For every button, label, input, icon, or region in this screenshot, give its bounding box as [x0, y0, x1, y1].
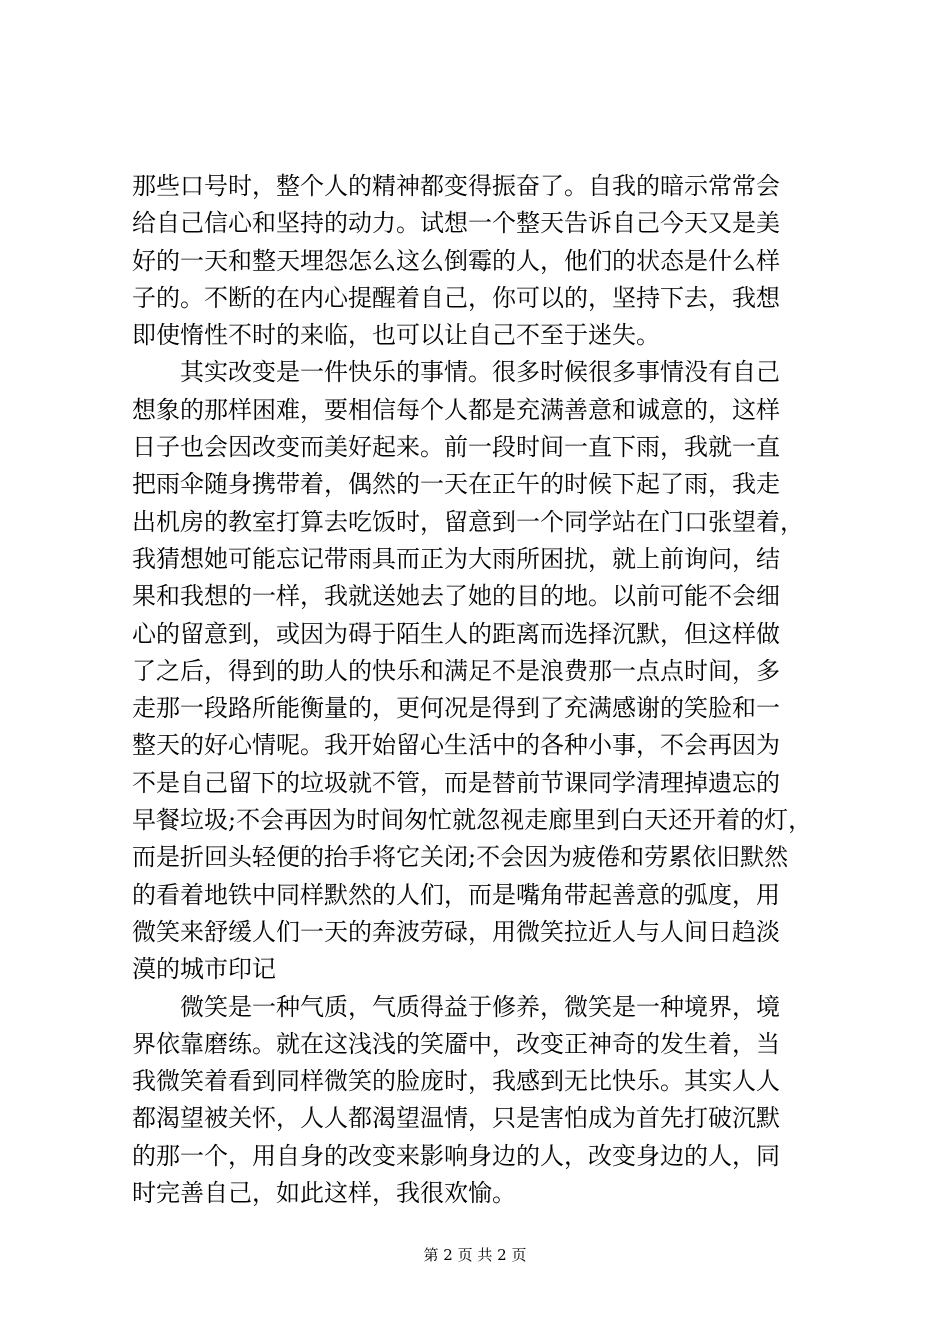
paragraph-2 [132, 354, 832, 988]
text-line: 即使惰性不时的来临，也可以让自己不至于迷失。 [132, 321, 660, 350]
text-line: 给自己信心和坚持的动力。试想一个整天告诉自己今天又是美 [132, 209, 780, 238]
text-line: 出机房的教室打算去吃饭时，留意到一个同学站在门口张望着， [132, 507, 804, 536]
text-line: 子的。不断的在内心提醒着自己，你可以的，坚持下去，我想 [132, 283, 780, 312]
text-line: 而是折回头轻便的抬手将它关闭;不会因为疲倦和劳累依旧默然 [132, 843, 789, 872]
text-line: 时完善自己，如此这样，我很欢愉。 [132, 1179, 516, 1208]
text-line: 好的一天和整天埋怨怎么这么倒霉的人，他们的状态是什么样 [132, 246, 780, 275]
text-line: 果和我想的一样，我就送她去了她的目的地。以前可能不会细 [132, 582, 780, 611]
text-line: 都渴望被关怀，人人都渴望温情，只是害怕成为首先打破沉默 [132, 1104, 780, 1133]
text-line: 整天的好心情呢。我开始留心生活中的各种小事，不会再因为 [132, 731, 780, 760]
text-line: 漠的城市印记 [132, 955, 276, 984]
text-line: 不是自己留下的垃圾就不管，而是替前节课同学清理掉遗忘的 [132, 768, 780, 797]
text-line: 我猜想她可能忘记带雨具而正为大雨所困扰，就上前询问，结 [132, 544, 780, 573]
text-line: 那些口号时，整个人的精神都变得振奋了。自我的暗示常常会 [132, 172, 780, 200]
document-body [132, 168, 832, 1212]
text-line: 其实改变是一件快乐的事情。很多时候很多事情没有自己 [132, 358, 780, 387]
text-line: 微笑来舒缓人们一天的奔波劳碌，用微笑拉近人与人间日趋淡 [132, 917, 780, 946]
text-line: 的那一个，用自身的改变来影响身边的人，改变身边的人，同 [132, 1141, 780, 1170]
page-number-footer: 第 2 页 共 2 页 [423, 1246, 527, 1264]
text-line: 走那一段路所能衡量的，更何况是得到了充满感谢的笑脸和一 [132, 694, 780, 723]
text-line: 微笑是一种气质，气质得益于修养，微笑是一种境界，境 [132, 992, 780, 1021]
text-line: 心的留意到，或因为碍于陌生人的距离而选择沉默，但这样做 [132, 619, 780, 648]
text-line: 的看着地铁中同样默然的人们，而是嘴角带起善意的弧度，用 [132, 880, 780, 909]
text-line: 了之后，得到的助人的快乐和满足不是浪费那一点点时间，多 [132, 656, 780, 685]
text-line: 早餐垃圾;不会再因为时间匆忙就忽视走廊里到白天还开着的灯， [132, 806, 813, 835]
text-line: 界依靠磨练。就在这浅浅的笑靥中，改变正神奇的发生着，当 [132, 1029, 780, 1058]
text-line: 日子也会因改变而美好起来。前一段时间一直下雨，我就一直 [132, 433, 780, 462]
paragraph-1 [132, 168, 832, 354]
paragraph-3 [132, 989, 832, 1213]
text-line: 我微笑着看到同样微笑的脸庞时，我感到无比快乐。其实人人 [132, 1067, 780, 1096]
text-line: 把雨伞随身携带着，偶然的一天在正午的时候下起了雨，我走 [132, 470, 780, 499]
text-line: 想象的那样困难，要相信每个人都是充满善意和诚意的，这样 [132, 395, 780, 424]
